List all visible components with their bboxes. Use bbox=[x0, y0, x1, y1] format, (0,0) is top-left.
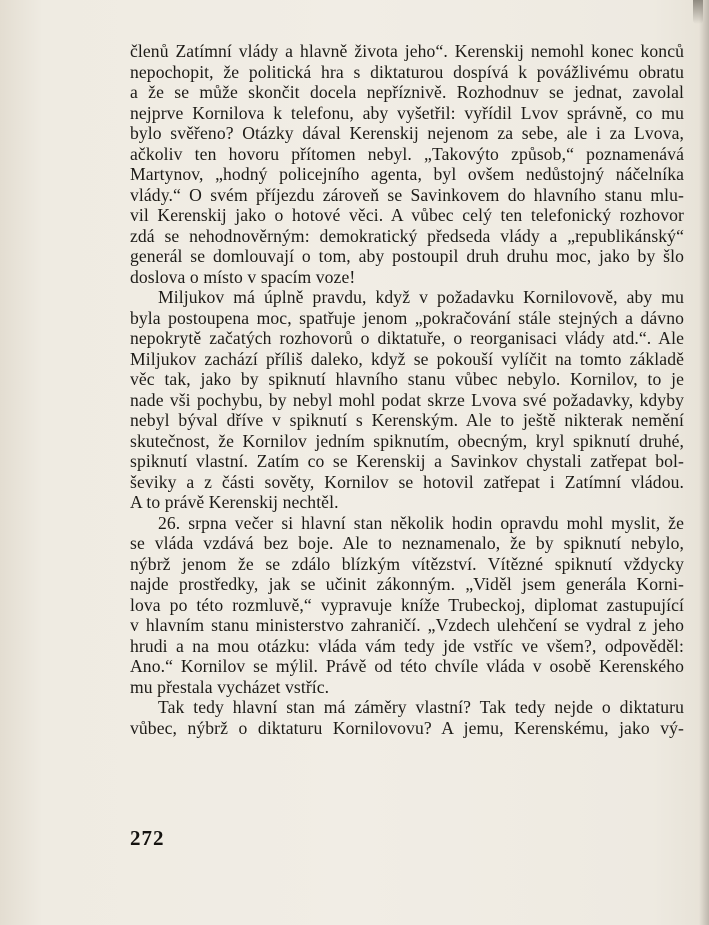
text-line: mu přestala vycházet vstříc. bbox=[130, 676, 330, 697]
text-line: ačkoliv ten hovoru přítomen nebyl. „Takovýto způsob,“ poznamenává bbox=[130, 143, 684, 164]
page-corner-mark bbox=[693, 0, 703, 24]
text-line: A to právě Kerenskij nechtěl. bbox=[130, 492, 339, 512]
text-line: se vláda vzdává bez boje. Ale to neznamenalo, že by spiknutí nebylo, bbox=[130, 533, 684, 553]
body-text bbox=[130, 41, 684, 738]
text-line: spiknutí vlastní. Zatím co se Kerenskij a Savinkov chystali zatřepat bol- bbox=[130, 451, 684, 471]
text-line: lova po této rozmluvě,“ vypravuje kníže Trubeckoj, diplomat zastupující bbox=[130, 594, 684, 615]
text-line: nýbrž jenom že se zdálo blízkým vítězství. Vítězné spiknutí vždycky bbox=[130, 553, 684, 574]
text-line: věc tak, jako by spiknutí hlavního stanu vůbec nebylo. Kornilov, to je bbox=[130, 369, 684, 389]
text-line: Martynov, „hodný policejního agenta, byl ovšem nedůstojný náčelníka bbox=[130, 164, 684, 184]
text-line: Ano.“ Kornilov se mýlil. Právě od této chvíle vláda v osobě Kerenského bbox=[130, 656, 684, 676]
text-line: členů Zatímní vlády a hlavně života jeho“. Kerenskij nemohl konec konců bbox=[130, 41, 684, 61]
text-line: generál se domlouvají o tom, aby postoupil druh druhu moc, jako by šlo bbox=[130, 246, 684, 266]
text-line: nepokrytě začatých rozhovorů o diktatuře, o reorganisaci vlády atd.“. Ale bbox=[130, 328, 684, 348]
text-line: a že se může skončit docela nepříznivě. Rozhodnuv se jednat, zavolal bbox=[130, 82, 684, 102]
text-line: Tak tedy hlavní stan má záměry vlastní? Tak tedy nejde o diktaturu bbox=[158, 697, 684, 717]
text-line: vůbec, nýbrž o diktaturu Kornilovovu? A jemu, Kerenskému, jako vý- bbox=[130, 717, 684, 738]
text-line: nade vši pochybu, by nebyl mohl podat skrze Lvova své požadavky, kdyby bbox=[130, 389, 684, 410]
text-line: byla postoupena moc, spatřuje jenom „pokračování stále stejných a dávno bbox=[130, 307, 684, 328]
text-line: 26. srpna večer si hlavní stan několik hodin opravdu mohl myslit, že bbox=[158, 512, 684, 533]
text-line: bylo svěřeno? Otázky dával Kerenskij nejenom za sebe, ale i za Lvova, bbox=[130, 123, 684, 143]
text-line: nejprve Kornilova k telefonu, aby vyšetřil: vyřídil Lvov správně, co mu bbox=[130, 102, 684, 123]
text-line: nepochopit, že politická hra s diktaturou dospívá k povážlivému obratu bbox=[130, 61, 684, 82]
text-line: ševiky a z části sověty, Kornilov se hotovil zatřepat i Zatímní vládou. bbox=[130, 471, 684, 492]
text-line: Miljukov zachází příliš daleko, když se pokouší vylíčit na tomto základě bbox=[130, 348, 684, 369]
text-line: skutečnost, že Kornilov jedním spiknutím, obecným, kryl spiknutí druhé, bbox=[130, 430, 684, 451]
text-line: nebyl býval dříve v spiknutí s Kerenským. Ale to ještě nikterak nemění bbox=[130, 410, 684, 430]
page-edge-shadow bbox=[699, 0, 709, 925]
text-line: hrudi a na mou otázku: vláda vám tedy jde vstříc ve všem?, odpověděl: bbox=[130, 635, 684, 656]
text-line: vlády.“ O svém příjezdu zároveň se Savinkovem do hlavního stanu mlu- bbox=[130, 184, 684, 205]
text-line: Miljukov má úplně pravdu, když v požadavku Kornilovově, aby mu bbox=[158, 287, 684, 307]
text-line: najde prostředky, jak se učinit zákonným. „Viděl jsem generála Korni- bbox=[130, 574, 684, 594]
page-number: 272 bbox=[130, 826, 165, 850]
text-line: doslova o místo v spacím voze! bbox=[130, 266, 356, 287]
text-line: zdá se nehodnověrným: demokratický předseda vlády a „republikánský“ bbox=[130, 225, 684, 246]
text-line: v hlavním stanu ministerstvo zahraničí. „Vzdech ulehčení se vydral z jeho bbox=[130, 615, 684, 635]
text-line: vil Kerenskij jako o hotové věci. A vůbec celý ten telefonický rozhovor bbox=[130, 205, 684, 225]
